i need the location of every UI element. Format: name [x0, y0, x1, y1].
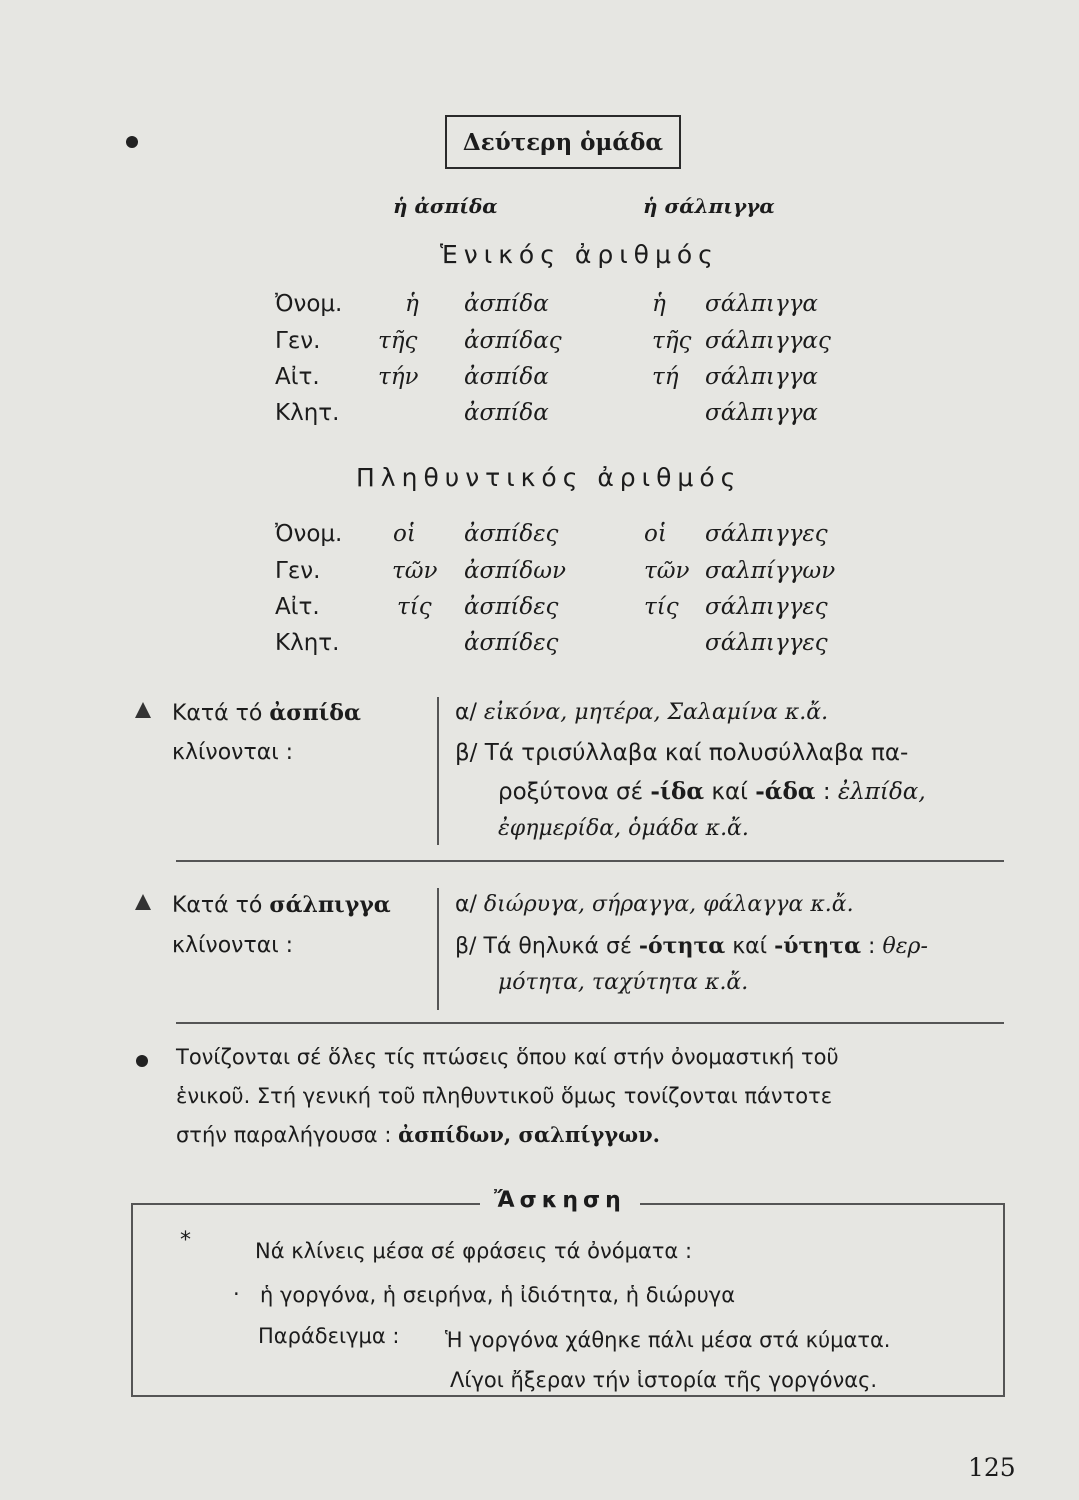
rule2-b-example2: μότητα, ταχύτητα κ.ἄ. — [498, 970, 749, 995]
exercise-example2: Λίγοι ἤξεραν τήν ἱστορία τῆς γοργόνας. — [450, 1368, 878, 1392]
triangle-marker-icon — [135, 702, 151, 718]
noun-form: ἀσπίδες — [464, 521, 559, 547]
article: οἱ — [393, 521, 416, 547]
exercise-words: ἡ γοργόνα, ἡ σειρήνα, ἡ ἰδιότητα, ἡ διώρυγα — [260, 1283, 736, 1307]
rule1-a — [455, 700, 828, 725]
rule1-divider — [437, 697, 439, 845]
case-label: Κλητ. — [275, 400, 340, 426]
rule1-b-example1: ἐλπίδα, — [837, 779, 926, 805]
accent-note-line3 — [176, 1122, 660, 1147]
rule1-b-line2 — [498, 778, 926, 805]
rule2-left — [172, 892, 391, 918]
exercise-instruction: Νά κλίνεις μέσα σέ φράσεις τά ὀνόματα : — [255, 1239, 693, 1263]
rule1-b-example2: ἐφημερίδα, ὁμάδα κ.ἄ. — [498, 816, 749, 841]
accent-note-line1: Τονίζονται σέ ὅλες τίς πτώσεις ὅπου καί στήν ὀνομαστική τοῦ — [176, 1045, 839, 1069]
accent-note-line2: ἑνικοῦ. Στή γενική τοῦ πληθυντικοῦ ὅμως τονίζονται πάντοτε — [176, 1084, 833, 1108]
note-bullet — [136, 1055, 148, 1067]
noun-form: σάλπιγγα — [705, 400, 818, 426]
rule2-left-suffix: κλίνονται : — [172, 933, 294, 958]
rule2-b-and: καί — [732, 934, 768, 959]
noun-form: σάλπιγγας — [705, 328, 831, 354]
article: τήν — [378, 364, 419, 390]
noun-form: ἀσπίδες — [464, 594, 559, 620]
rule1-b-suffix2: -άδα — [755, 778, 816, 805]
exercise-list-marker: · — [233, 1282, 240, 1306]
case-label: Γεν. — [275, 558, 321, 584]
exercise-star: * — [180, 1228, 191, 1253]
noun-heading-aspida: ἡ ἀσπίδα — [393, 194, 498, 218]
article: τῆς — [652, 328, 692, 354]
noun-form: ἀσπίδα — [464, 400, 549, 426]
article: τῶν — [644, 558, 690, 584]
rule1-b-and: καί — [711, 779, 748, 805]
article: ἡ — [652, 291, 666, 317]
rule2-divider — [437, 888, 439, 1010]
exercise-title: Ἄσκηση — [480, 1188, 640, 1213]
rule2-b-suffix1: -ότητα — [638, 933, 726, 959]
noun-heading-salpigga: ἡ σάλπιγγα — [643, 194, 775, 218]
article: οἱ — [644, 521, 667, 547]
case-label: Ὀνομ. — [275, 521, 343, 547]
noun-form: ἀσπίδων — [464, 558, 566, 584]
rule2-a-label: α/ — [455, 892, 477, 917]
accent-note-line3-text: στήν παραλήγουσα : — [176, 1123, 392, 1147]
rule2-b-text: Τά θηλυκά σέ — [483, 934, 632, 959]
rule2-a — [455, 892, 854, 917]
rule1-b-text2a: ροξύτονα σέ — [498, 779, 644, 805]
case-label: Αἰτ. — [275, 364, 320, 390]
noun-form: σάλπιγγες — [705, 521, 828, 547]
noun-form: σαλπίγγων — [705, 558, 836, 584]
rule1-left-word: ἀσπίδα — [269, 700, 361, 726]
noun-form: σάλπιγγες — [705, 594, 828, 620]
rule1-a-label: α/ — [455, 700, 477, 725]
rule2-b-example1: θερ- — [882, 934, 928, 959]
exercise-example1: Ἡ γοργόνα χάθηκε πάλι μέσα στά κύματα. — [445, 1328, 891, 1352]
singular-heading: Ἑνικός ἀριθμός — [440, 240, 719, 269]
rule2-a-text: διώρυγα, σήραγγα, φάλαγγα κ.ἄ. — [483, 892, 854, 917]
case-label: Αἰτ. — [275, 594, 320, 620]
rule1-b-text1: Τά τρισύλλαβα καί πολυσύλλαβα πα- — [484, 740, 909, 766]
case-label: Κλητ. — [275, 630, 340, 656]
rule2-b-line1 — [455, 933, 928, 959]
rule1-b-line1 — [455, 740, 908, 766]
rule1-b-colon: : — [822, 779, 831, 805]
article: τίς — [644, 594, 679, 620]
rule2-b-suffix2: -ύτητα — [774, 933, 862, 959]
rule2-left-prefix: Κατά τό — [172, 893, 263, 918]
rule2-left-word: σάλπιγγα — [269, 892, 391, 918]
rule1-left-suffix: κλίνονται : — [172, 740, 294, 765]
noun-form: ἀσπίδας — [464, 328, 562, 354]
exercise-example-label: Παράδειγμα : — [258, 1324, 400, 1348]
noun-form: ἀσπίδες — [464, 630, 559, 656]
rule2-b-colon: : — [868, 934, 876, 959]
rule1-bottom-line — [176, 860, 1004, 862]
triangle-marker-icon — [135, 894, 151, 910]
article: τῆς — [378, 328, 418, 354]
section-title: Δεύτερη ὁμάδα — [445, 115, 681, 169]
plural-heading: Πληθυντικός ἀριθμός — [356, 463, 742, 492]
noun-form: σάλπιγγα — [705, 364, 818, 390]
rule1-left — [172, 700, 361, 726]
accent-note-examples: ἀσπίδων, σαλπίγγων. — [398, 1122, 660, 1147]
section-bullet — [126, 136, 138, 148]
rule2-bottom-line — [176, 1022, 1004, 1024]
noun-form: ἀσπίδα — [464, 291, 549, 317]
case-label: Γεν. — [275, 328, 321, 354]
rule1-b-suffix1: -ίδα — [650, 778, 705, 805]
page-number: 125 — [968, 1453, 1016, 1482]
rule1-left-prefix: Κατά τό — [172, 701, 263, 726]
rule1-b-label: β/ — [455, 740, 478, 766]
case-label: Ὀνομ. — [275, 291, 343, 317]
article: τίς — [397, 594, 432, 620]
article: τῶν — [392, 558, 438, 584]
noun-form: σάλπιγγες — [705, 630, 828, 656]
noun-form: ἀσπίδα — [464, 364, 549, 390]
article: ἡ — [405, 291, 419, 317]
article: τή — [652, 364, 679, 390]
rule1-a-text: εἰκόνα, μητέρα, Σαλαμίνα κ.ἄ. — [483, 700, 829, 725]
noun-form: σάλπιγγα — [705, 291, 818, 317]
rule2-b-label: β/ — [455, 934, 477, 959]
